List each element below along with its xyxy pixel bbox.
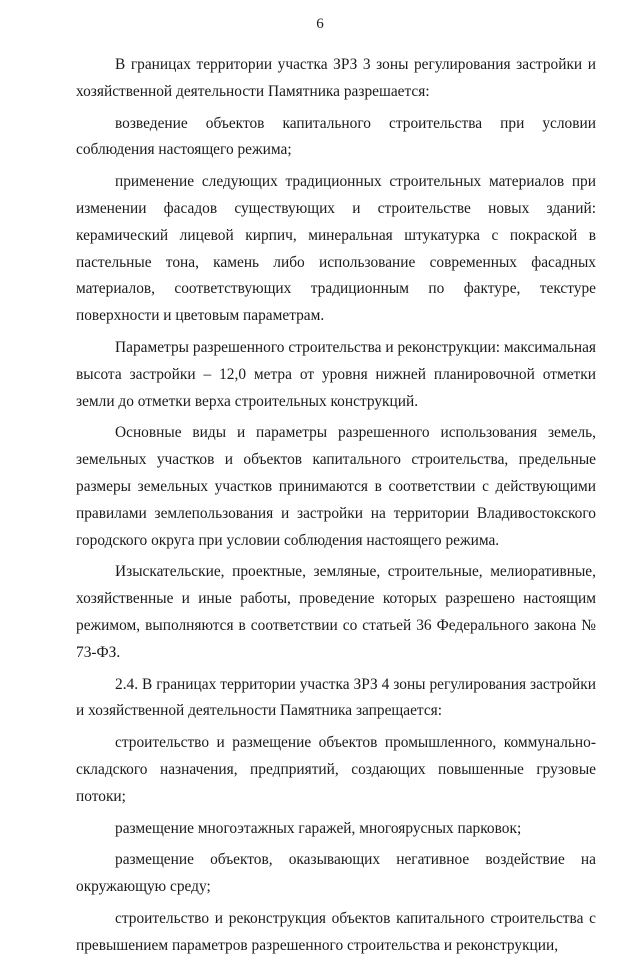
page-number: 6: [316, 16, 324, 32]
paragraph: размещение объектов, оказывающих негативное воздействие на окружающую среду;: [76, 851, 596, 896]
paragraph: строительство и размещение объектов промышленного, коммунально-складского назначения, предприятий, создающих повышенные грузовые потоки;: [76, 734, 596, 805]
paragraph: применение следующих традиционных строительных материалов при изменении фасадов существующих и строительстве новых зданий: керамический лицевой кирпич, минеральная штукатурка с покраской в пастельные тона, камень либо использование современных фасадных материалов, соответствующих традиционным по фактуре, текстуре поверхности и цветовым параметрам.: [76, 173, 596, 325]
paragraph: строительство и реконструкция объектов капитального строительства с превышением параметров разрешенного строительства и реконструкции,: [76, 909, 596, 954]
body-text: [76, 52, 596, 965]
paragraph: 2.4. В границах территории участка ЗРЗ 4 зоны регулирования застройки и хозяйственной деятельности Памятника запрещается:: [76, 675, 596, 720]
paragraph: размещение многоэтажных гаражей, многоярусных парковок;: [115, 819, 522, 837]
paragraph: Основные виды и параметры разрешенного использования земель, земельных участков и объектов капитального строительства, предельные размеры земельных участков принимаются в соответствии с действующими правилами землепользования и застройки на территории Владивостокского городского округа при условии соблюдения настоящего режима.: [76, 424, 596, 549]
paragraph: Изыскательские, проектные, земляные, строительные, мелиоративные, хозяйственные и иные работы, проведение которых разрешено настоящим режимом, выполняются в соответствии со статьей 36 Федерального закона № 73-ФЗ.: [76, 563, 596, 661]
paragraph: В границах территории участка ЗРЗ 3 зоны регулирования застройки и хозяйственной деятельности Памятника разрешается:: [76, 56, 596, 100]
paragraph: возведение объектов капитального строительства при условии соблюдения настоящего режима;: [76, 114, 596, 159]
paragraph: Параметры разрешенного строительства и реконструкции: максимальная высота застройки – 12,0 метра от уровня нижней планировочной отметки земли до отметки верха строительных конструкций.: [76, 338, 596, 410]
